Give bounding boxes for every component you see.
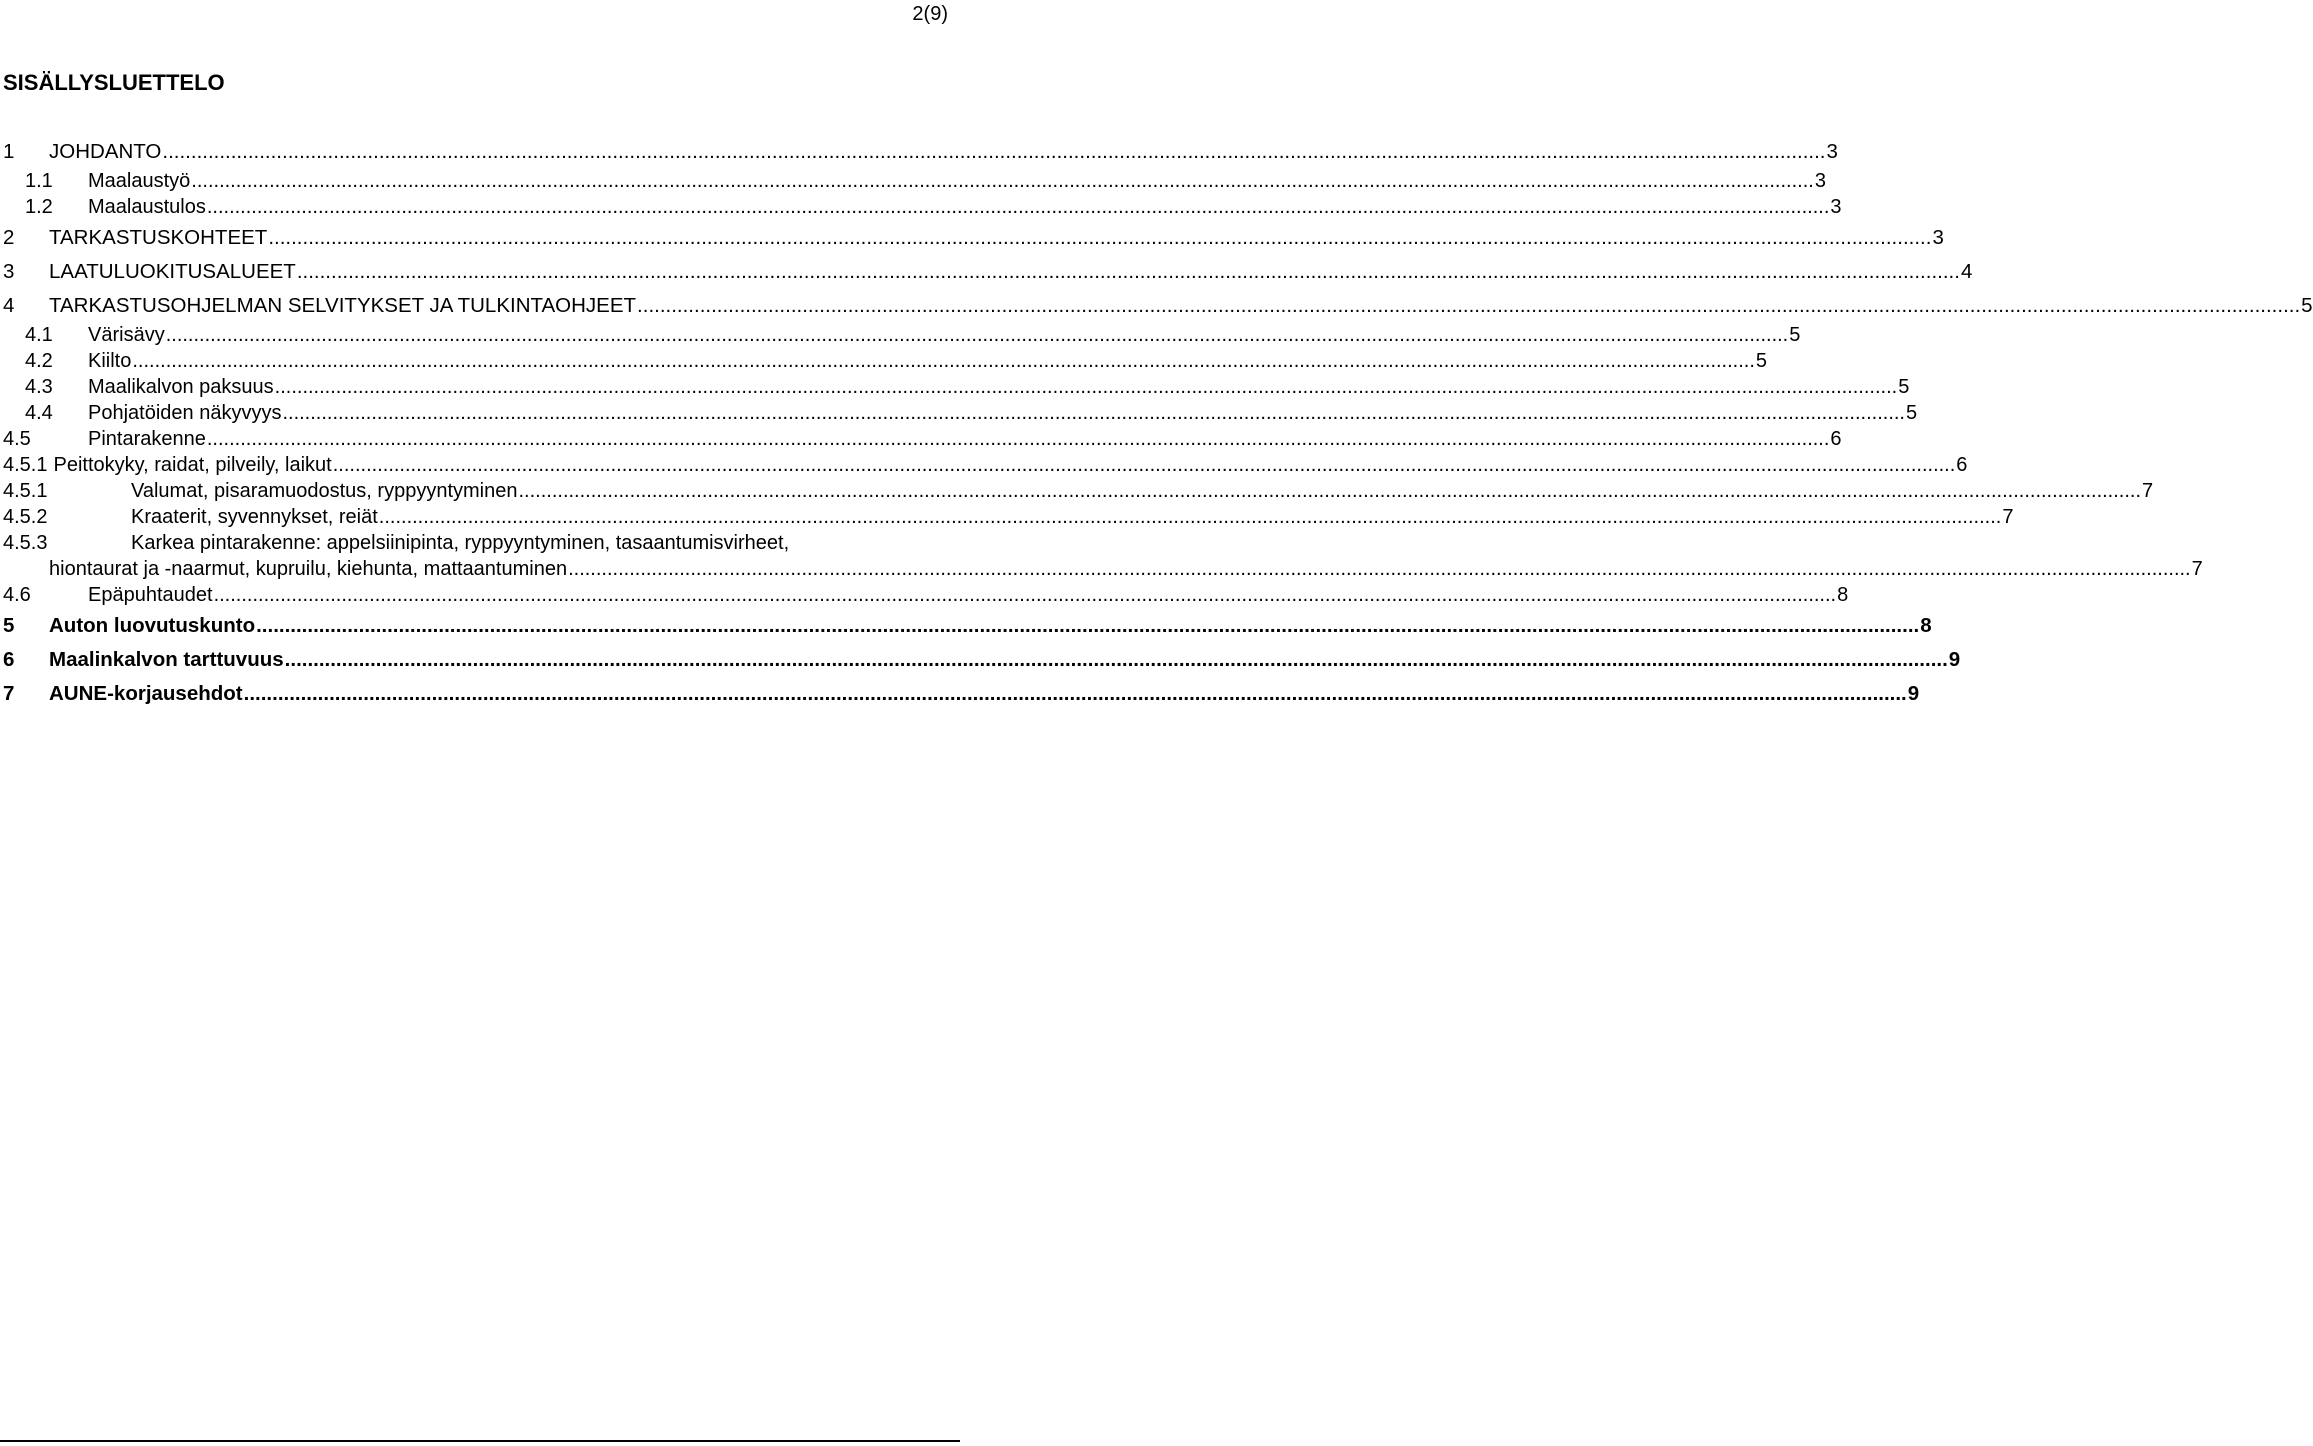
toc-entry-number: 4.5 [3,428,31,450]
toc-entry-label: Karkea pintarakenne: appelsiinipinta, ryppyyntyminen, tasaantumisvirheet, [131,532,790,554]
toc-entry-page: 8 [1920,614,1932,637]
toc-entry-label: Värisävy [88,324,165,346]
toc-entry-label: Auton luovutuskunto [49,614,256,637]
toc-entry-page: 5 [2301,294,2313,317]
toc-leader-dots [267,222,1932,254]
toc-entry-maalaustulos[interactable] [3,194,1842,220]
toc-entry-tarkastusohjelman-selvitykset[interactable] [3,290,2313,322]
toc-entry-page: 5 [1755,350,1768,372]
toc-entry-label: Maalaustulos [88,196,206,218]
toc-entry-peittokyky[interactable] [3,452,1968,478]
toc-leader-dots [213,582,1838,608]
toc-entry-page: 9 [1948,648,1961,671]
toc-entry-number: 6 [3,648,15,671]
toc-entry-varisavy[interactable] [3,322,1801,348]
toc-entry-label: Pintarakenne [88,428,206,450]
toc-entry-number: 1 [3,140,15,163]
toc-entry-label: Maalinkalvon tarttuvuus [49,648,284,671]
toc-entry-number: 4.6 [3,584,31,606]
toc-entry-page: 8 [1837,584,1849,606]
toc-entry-page: 3 [1830,196,1842,218]
toc-entry-line [3,530,958,556]
toc-entry-number: 4.1 [25,324,53,346]
toc-entry-aune-korjausehdot[interactable] [3,678,1920,710]
toc-entry-page: 6 [1830,428,1842,450]
toc-entry-number: 4.3 [25,376,53,398]
toc-entry-number: 3 [3,260,15,283]
toc-entry-valumat[interactable] [3,478,2154,504]
toc-entry-maalinkalvon-tarttuvuus[interactable] [3,644,1961,676]
toc-entry-line [3,556,2203,582]
toc-leader-dots [243,678,1908,710]
toc-entry-label: TARKASTUSOHJELMAN SELVITYKSET JA TULKINTAOHJEET [49,294,637,317]
toc-entry-number: 4 [3,294,15,317]
toc-entry-page: 4 [1960,260,1973,283]
toc-entry-page: 3 [1932,226,1944,249]
toc-leader-dots [131,348,1756,374]
toc-entry-label: Pohjatöiden näkyvyys [88,402,282,424]
toc-leader-dots [332,452,1957,478]
toc-entry-pohjatoiden-nakyvyys[interactable] [3,400,1918,426]
toc-entry-label-continued: hiontaurat ja -naarmut, kupruilu, kiehunta, mattaantuminen [49,558,568,580]
toc-leader-dots [517,478,2142,504]
toc-entry-page: 7 [2002,506,2014,528]
toc-entry-johdanto[interactable] [3,136,1838,168]
toc-leader-dots [567,556,2192,582]
toc-entry-page: 7 [2191,558,2203,580]
toc-entry-label: JOHDANTO [49,140,162,163]
toc-entry-label: TARKASTUSKOHTEET [49,226,268,249]
toc-entry-page: 3 [1814,170,1826,192]
toc-leader-dots [378,504,2003,530]
toc-leader-dots [636,290,2301,322]
toc-entry-page: 7 [2142,480,2154,502]
toc-entry-label: Kraaterit, syvennykset, reiät [131,506,378,528]
toc-entry-laatuluokitusalueet[interactable] [3,256,1973,288]
toc-entry-number: 2 [3,226,15,249]
toc-entry-number: 5 [3,614,15,637]
toc-entry-pintarakenne[interactable] [3,426,1842,452]
toc-title: SISÄLLYSLUETTELO [3,70,225,95]
footer-rule [0,1440,960,1442]
toc-entry-label: Maalikalvon paksuus [88,376,274,398]
toc-entry-number: 4.5.1 [3,480,48,502]
toc-leader-dots [281,400,1906,426]
toc-entry-page: 9 [1907,682,1920,705]
toc-entry-number: 1.1 [25,170,53,192]
toc-entry-epapuhtaudet[interactable] [3,582,1849,608]
toc-entry-number: 4.5.2 [3,506,48,528]
toc-entry-page: 5 [1898,376,1910,398]
toc-entry-number: 7 [3,682,15,705]
toc-entry-page: 5 [1906,402,1918,424]
toc-leader-dots [161,136,1826,168]
toc-entry-number: 4.5.1 [3,454,48,476]
toc-entry-kiilto[interactable] [3,348,1768,374]
table-of-contents [3,136,2313,710]
toc-entry-number: 4.5.3 [3,532,48,554]
toc-entry-label: Kiilto [88,350,132,372]
toc-entry-number: 4.4 [25,402,53,424]
toc-entry-karkea-pintarakenne[interactable] [3,530,2203,582]
toc-leader-dots [296,256,1961,288]
toc-entry-maalikalvon-paksuus[interactable] [3,374,1910,400]
toc-entry-label: Valumat, pisaramuodostus, ryppyyntyminen [131,480,518,502]
toc-entry-tarkastuskohteet[interactable] [3,222,1944,254]
toc-entry-label: Peittokyky, raidat, pilveily, laikut [53,454,332,476]
toc-entry-number: 1.2 [25,196,53,218]
toc-leader-dots [255,610,1920,642]
toc-leader-dots [274,374,1899,400]
toc-entry-label: Maalaustyö [88,170,191,192]
toc-entry-auton-luovutuskunto[interactable] [3,610,1932,642]
toc-leader-dots [206,426,1831,452]
toc-entry-label: AUNE-korjausehdot [49,682,243,705]
toc-entry-label: LAATULUOKITUSALUEET [49,260,296,283]
toc-leader-dots [190,168,1815,194]
toc-entry-number: 4.2 [25,350,53,372]
toc-entry-label: Epäpuhtaudet [88,584,213,606]
toc-leader-dots [284,644,1949,676]
page-number: 2(9) [912,3,948,25]
toc-entry-page: 3 [1826,140,1838,163]
toc-leader-dots [165,322,1790,348]
toc-entry-kraaterit[interactable] [3,504,2014,530]
toc-entry-maalaustyo[interactable] [3,168,1826,194]
toc-entry-page: 6 [1956,454,1968,476]
toc-leader-dots [206,194,1831,220]
toc-entry-page: 5 [1789,324,1801,346]
